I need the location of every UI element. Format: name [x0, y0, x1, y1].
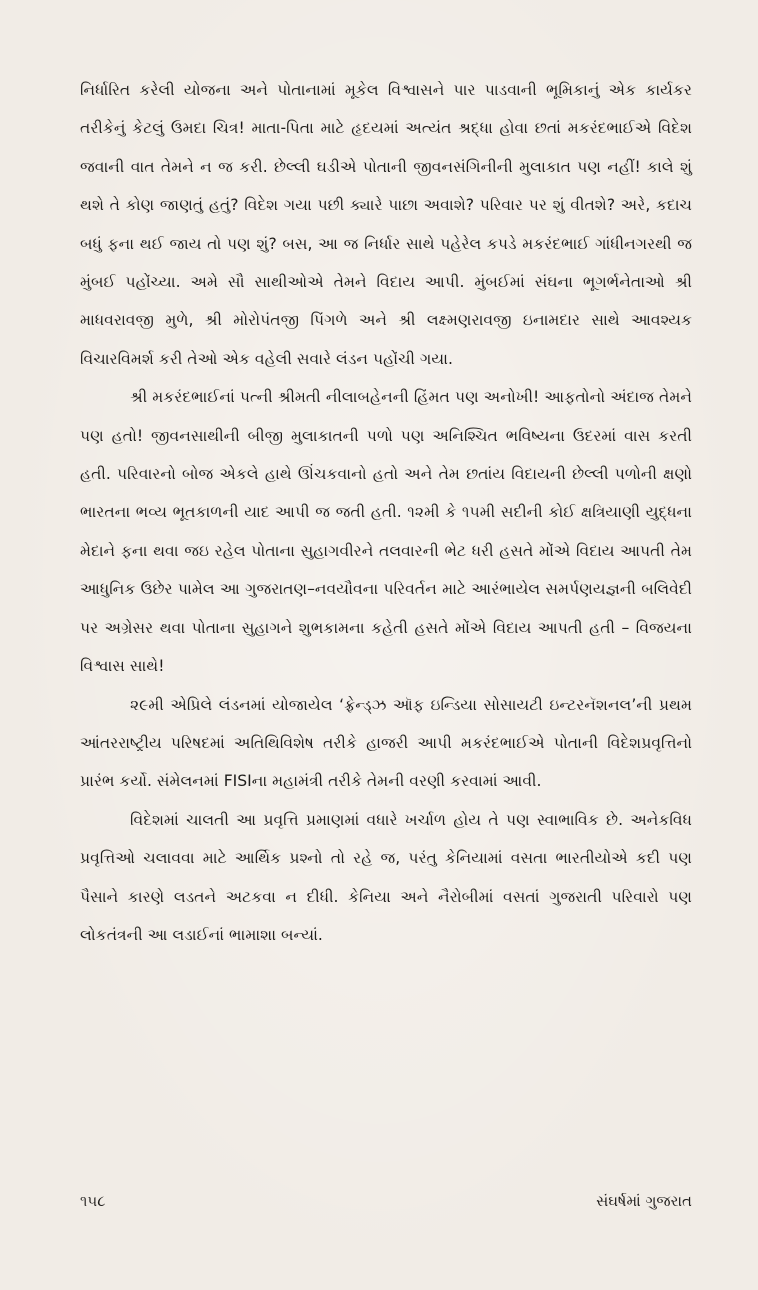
- page-number: ૧૫૮: [80, 1192, 106, 1210]
- paragraph-4: વિદેશમાં ચાલતી આ પ્રવૃત્તિ પ્રમાણમાં વધારે ખર્ચાળ હોય તે પણ સ્વાભાવિક છે. અનેકવિધ પ્રવૃત્તિઓ ચલાવવા માટે આર્થિક પ્રશ્નો તો રહે જ, પરંતુ કેનિયામાં વસતા ભારતીયોએ કદી પણ પૈસાને કારણે લડતને અટકવા ન દીધી. કેનિયા અને નૈરોબીમાં વસતાં ગુજરાતી પરિવારો પણ લોકતંત્રની આ લડાઈનાં ભામાશા બન્યાં.: [80, 810, 692, 944]
- paragraph-2: શ્રી મકરંદભાઈનાં પત્ની શ્રીમતી નીલાબહેનની હિંમત પણ અનોખી! આફતોનો અંદાજ તેમને પણ હતો! જીવનસાથીની બીજી મુલાકાતની પળો પણ અનિશ્ચિત ભવિષ્યના ઉદરમાં વાસ કરતી હતી. પરિવારનો બોજ એકલે હાથે ઊંચકવાનો હતો અને તેમ છતાંય વિદાયની છેલ્લી પળોની ક્ષણો ભારતના ભવ્ય ભૂતકાળની યાદ આપી જ જતી હતી. ૧૨મી કે ૧૫મી સદીની કોઈ ક્ષત્રિયાણી યુદ્ધના મેદાને ફના થવા જઇ રહેલ પોતાના સુહાગવીરને તલવારની ભેટ ધરી હસતે મોંએ વિદાય આપતી તેમ આધુનિક ઉછેર પામેલ આ ગુજરાતણ–નવયૌવના પરિવર્તન માટે આરંભાયેલ સમર્પણયજ્ઞની બલિવેદી પર અગ્રેસર થવા પોતાના સુહાગને શુભકામના કહેતી હસતે મોંએ વિદાય આપતી હતી – વિજયના વિશ્વાસ સાથે!: [80, 388, 692, 676]
- book-title: સંઘર્ષમાં ગુજરાત: [596, 1192, 692, 1210]
- page-footer: [80, 1192, 692, 1216]
- body-text: [80, 71, 692, 954]
- paragraph-1: નિર્ધારિત કરેલી યોજના અને પોતાનામાં મૂકેલ વિશ્વાસને પાર પાડવાની ભૂમિકાનું એક કાર્યકર તરીકેનું કેટલું ઉમદા ચિત્ર! માતા-પિતા માટે હૃદયમાં અત્યંત શ્રદ્ધા હોવા છતાં મકરંદભાઈએ વિદેશ જવાની વાત તેમને ન જ કરી. છેલ્લી ઘડીએ પોતાની જીવનસંગિનીની મુલાકાત પણ નહીં! કાલે શું થશે તે કોણ જાણતું હતું? વિદેશ ગયા પછી ક્યારે પાછા અવાશે? પરિવાર પર શું વીતશે? અરે, કદાચ બધું ફના થઈ જાય તો પણ શું? બસ, આ જ નિર્ધાર સાથે પહેરેલ કપડે મકરંદભાઈ ગાંધીનગરથી જ મુંબઈ પહોંચ્યા. અમે સૌ સાથીઓએ તેમને વિદાય આપી. મુંબઈમાં સંઘના ભૂગર્ભનેતાઓ શ્રી માધવરાવજી મુળે, શ્રી મોરોપંતજી પિંગળે અને શ્રી લક્ષ્મણરાવજી ઇનામદાર સાથે આવશ્યક વિચારવિમર્શ કરી તેઓ એક વહેલી સવારે લંડન પહોંચી ગયા.: [80, 81, 692, 368]
- paragraph-3: ૨૯મી એપ્રિલે લંડનમાં યોજાયેલ ‘ફ્રેન્ડ્ઝ ઑફ ઇન્ડિયા સોસાયટી ઇન્ટરનૅશનલ’ની પ્રથમ આંતરરાષ્ટ્રીય પરિષદમાં અતિથિવિશેષ તરીકે હાજરી આપી મકરંદભાઈએ પોતાની વિદેશપ્રવૃત્તિનો પ્રારંભ કર્યો. સંમેલનમાં FISIના મહામંત્રી તરીકે તેમની વરણી કરવામાં આવી.: [80, 695, 692, 791]
